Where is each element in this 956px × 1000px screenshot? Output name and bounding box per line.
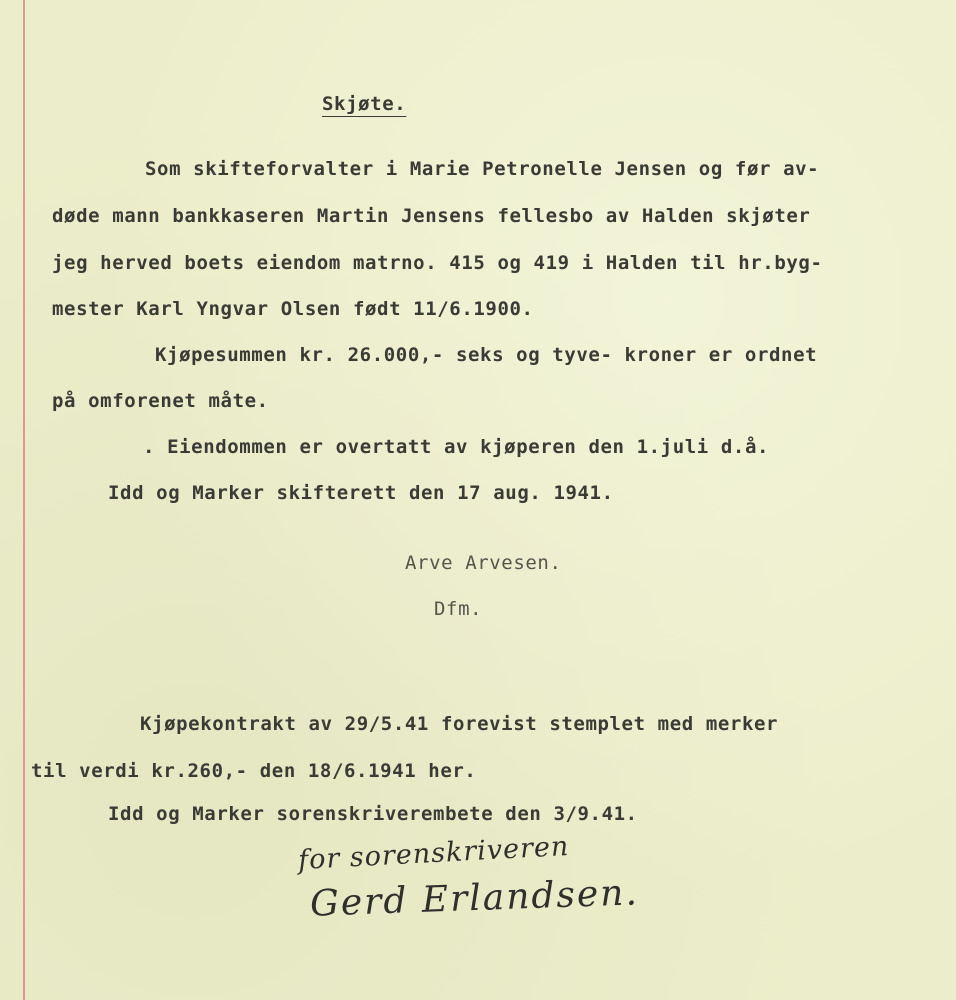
paragraph2-line2: på omforenet måte. xyxy=(52,390,269,412)
endorsement-line1: Kjøpekontrakt av 29/5.41 forevist stemplet med merker xyxy=(140,713,779,735)
endorsement-line2: til verdi kr.260,- den 18/6.1941 her. xyxy=(31,760,477,782)
paragraph1-line2: døde mann bankkaseren Martin Jensens fellesbo av Halden skjøter xyxy=(52,205,811,227)
signatory-name: Arve Arvesen. xyxy=(405,552,562,574)
handwritten-signature-line1: for sorenskriveren xyxy=(297,830,571,877)
paragraph1-line4: mester Karl Yngvar Olsen født 11/6.1900. xyxy=(52,298,534,320)
endorsement-place-date: Idd og Marker sorenskriverembete den 3/9.41. xyxy=(108,803,638,825)
document-title: Skjøte. xyxy=(322,93,407,115)
paragraph1-line1: Som skifteforvalter i Marie Petronelle Jensen og før av- xyxy=(145,158,820,180)
paragraph3: . Eiendommen er overtatt av kjøperen den 1.juli d.å. xyxy=(143,436,770,458)
place-date: Idd og Marker skifterett den 17 aug. 1941. xyxy=(108,482,614,504)
signatory-title: Dfm. xyxy=(434,598,483,620)
margin-rule xyxy=(23,0,25,1000)
paragraph2-line1: Kjøpesummen kr. 26.000,- seks og tyve- kroner er ordnet xyxy=(155,344,818,366)
handwritten-signature-line2: Gerd Erlandsen. xyxy=(309,872,640,925)
paragraph1-line3: jeg herved boets eiendom matrno. 415 og 419 i Halden til hr.byg- xyxy=(52,252,823,274)
